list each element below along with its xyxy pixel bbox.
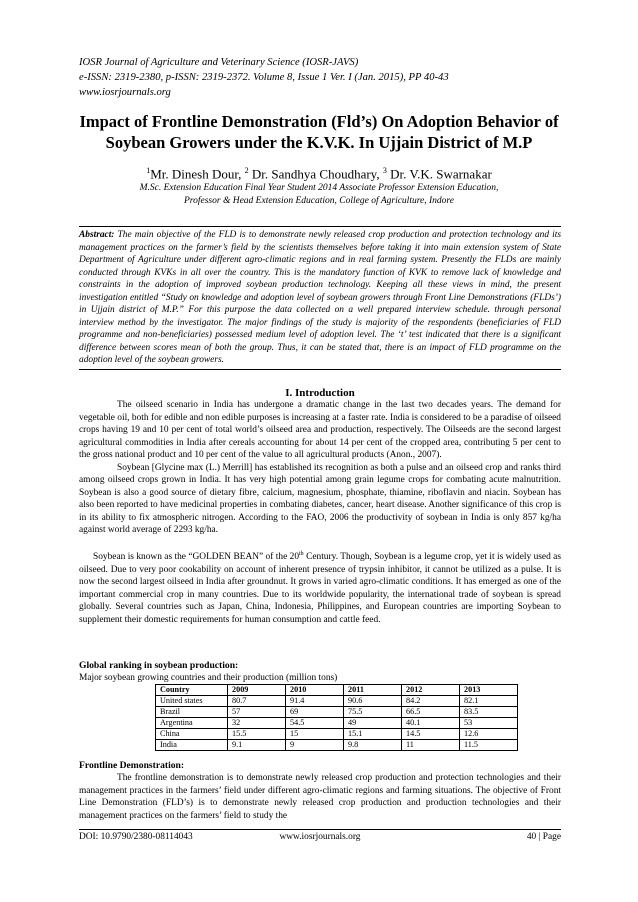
author3: Dr. V.K. Swarnakar — [390, 166, 492, 182]
author2-sup: 2 — [244, 166, 249, 175]
table-cell: China — [156, 729, 228, 740]
table-cell: 12.6 — [460, 729, 518, 740]
affiliations — [64, 182, 574, 208]
footer-doi: DOI: 10.9790/2380-08114043 — [79, 832, 193, 842]
table-cell: 11 — [402, 740, 460, 751]
table-cell: 90.6 — [344, 696, 402, 707]
frontline-paragraph-1: The frontline demonstration is to demonstrate newly released crop production and protection technologies and their management practices in the farmers’ field under different agro-climatic regions and farming situations. The objective of Front Line Demonstration (FLD’s) is to demonstrate newly released crop production and production technologies and their management practices on the farmers’ field to study the — [79, 773, 561, 821]
table-row — [156, 707, 518, 718]
table-cell: 15.5 — [228, 729, 286, 740]
table-cell: 91.4 — [286, 696, 344, 707]
table-cell: 82.1 — [460, 696, 518, 707]
table-row — [156, 718, 518, 729]
table-cell: 80.7 — [228, 696, 286, 707]
table-caption: Major soybean growing countries and their production (million tons) — [79, 673, 338, 683]
table-cell: 9.1 — [228, 740, 286, 751]
column-header: 2013 — [460, 685, 518, 696]
author1-sup: 1 — [146, 166, 151, 175]
intro-paragraph-3 — [79, 551, 561, 626]
intro-p3-sup: th — [299, 550, 304, 557]
intro-p3-part-b: Century. Though, Soybean is a legume crop, yet it is widely used as oilseed. Due to very poor cookability on account of inherent presence of trypsin inhibitor, it cannot be utilized as a pulse. It is now the second largest oilseed in India after groundnut. It grows in varied agro-climatic conditions. It has emerged as one of the important commercial crop in many countries. Due to its worldwide popularity, the international trade of soybean is spread globally. Several countries such as Japan, China, Indonesia, Philippines, and European countries are importing Soybean to supplement their domestic requirements for human consumption and cattle feed. — [79, 552, 561, 625]
column-header: Country — [156, 685, 228, 696]
table-cell: 53 — [460, 718, 518, 729]
table-cell: Brazil — [156, 707, 228, 718]
journal-name: IOSR Journal of Agriculture and Veterinary Science (IOSR-JAVS) — [79, 57, 359, 68]
table-cell: 57 — [228, 707, 286, 718]
footer-divider — [79, 829, 561, 830]
table-cell: Argentina — [156, 718, 228, 729]
column-header: 2012 — [402, 685, 460, 696]
table-cell: 15.1 — [344, 729, 402, 740]
production-table — [155, 684, 518, 751]
footer-page-number: 40 | Page — [526, 832, 561, 842]
intro-body — [79, 399, 561, 537]
frontline-heading: Frontline Demonstration: — [79, 760, 185, 771]
table-row — [156, 740, 518, 751]
table-cell: 83.5 — [460, 707, 518, 718]
column-header: 2010 — [286, 685, 344, 696]
column-header: 2011 — [344, 685, 402, 696]
footer-site: www.iosrjournals.org — [279, 832, 361, 842]
intro-paragraph-2: Soybean [Glycine max (L.) Merrill] has established its recognition as both a pulse and an oilseed crop and ranks third among oilseed crops grown in India. It has very high potential among grain legume crops for combating acute malnutrition. Soybean is also a good source of dietary fibre, calcium, magnesium, phosphate, thiamine, riboflavin and niacin. Soybean has also been reported to have medicinal properties in combating diabetes, cancer, heart disease. Another significance of this crop is in its ability to fix atmospheric nitrogen. According to the FAO, 2006 the productivity of soybean in India is only 857 kg/ha against world average of 2293 kg/ha. — [79, 462, 561, 536]
table-cell: 32 — [228, 718, 286, 729]
author1: Mr. Dinesh Dour, — [150, 166, 242, 182]
table-cell: 69 — [286, 707, 344, 718]
intro-paragraph-1: The oilseed scenario in India has undergone a dramatic change in the last two decades years. The demand for vegetable oil, both for edible and non edible purposes is increasing at a faster rate. India is considered to be a paradise of oilseed crops having 19 and 10 per cent of total world’s oilseed area and production, respectively. The Oilseeds are the second largest agricultural commodities in India after cereals accounting for about 14 per cent of the cropped area, contributing 5 per cent to the gross national product and 10 per cent of the value to all agricultural products (Anon., 2007). — [79, 400, 561, 461]
abstract-text: The main objective of the FLD is to demonstrate newly released crop production and protection technology and its management practices on the farmer’s field by the scientists themselves before taking it into main extension system of State Department of Agriculture under different agro-climatic regions and in real farming system. Presently the FLDs are mainly conducted through KVKs in all over the country. This is the mandatory function of KVK to remove lack of knowledge and constraints in the adoption of improved soybean production technology. Keeping all these views in mind, the present investigation entitled “Study on knowledge and adoption level of soybean growers through Front Line Demonstrations (FLDs’) in Ujjain district of M.P.” For this purpose the data collected on a well prepared interview schedule. through personal interview method by the investigator. The major findings of the study is majority of the respondents (beneficiaries of FLD programme and non-beneficiaries) possessed medium level of adoption level. The ‘t’ test indicated that there is a significant difference between scores mean of both the group. Thus, it can be stated that, there is an impact of FLD programme on the adoption level of the soybean growers. — [79, 230, 561, 366]
intro-p3-part-a: Soybean is known as the “GOLDEN BEAN” of the 20 — [93, 552, 300, 562]
frontline-body — [79, 772, 561, 822]
journal-url: www.iosrjournals.org — [79, 87, 171, 98]
table-cell: 54.5 — [286, 718, 344, 729]
table-cell: 15 — [286, 729, 344, 740]
table-cell: 9.8 — [344, 740, 402, 751]
abstract-label: Abstract: — [79, 230, 115, 240]
author2: Dr. Sandhya Choudhary, — [251, 166, 380, 182]
journal-issn: e-ISSN: 2319-2380, p-ISSN: 2319-2372. Volume 8, Issue 1 Ver. I (Jan. 2015), PP 40-43 — [79, 72, 449, 83]
affiliation-line-2: Professor & Head Extension Education, College of Agriculture, Indore — [183, 196, 454, 206]
column-header: 2009 — [228, 685, 286, 696]
table-cell: 84.2 — [402, 696, 460, 707]
section-heading-introduction: I. Introduction — [285, 387, 355, 399]
table-row — [156, 696, 518, 707]
paper-title: Impact of Frontline Demonstration (Fld’s) On Adoption Behavior of Soybean Growers under the K.V.K. In Ujjain District of M.P — [79, 112, 559, 152]
table-cell: 66.5 — [402, 707, 460, 718]
ranking-heading: Global ranking in soybean production: — [79, 660, 239, 671]
table-header-row — [156, 685, 518, 696]
journal-header — [79, 55, 579, 100]
abstract — [79, 226, 561, 370]
author3-sup: 3 — [382, 166, 387, 175]
affiliation-line-1: M.Sc. Extension Education Final Year Student 2014 Associate Professor Extension Education, — [139, 183, 499, 193]
intro-body-2 — [79, 551, 561, 626]
table-cell: India — [156, 740, 228, 751]
table-cell: 75.5 — [344, 707, 402, 718]
table-cell: 14.5 — [402, 729, 460, 740]
table-cell: 40.1 — [402, 718, 460, 729]
table-cell: 9 — [286, 740, 344, 751]
author-line — [64, 163, 574, 182]
table-cell: United states — [156, 696, 228, 707]
table-row — [156, 729, 518, 740]
table-cell: 11.5 — [460, 740, 518, 751]
table-cell: 49 — [344, 718, 402, 729]
